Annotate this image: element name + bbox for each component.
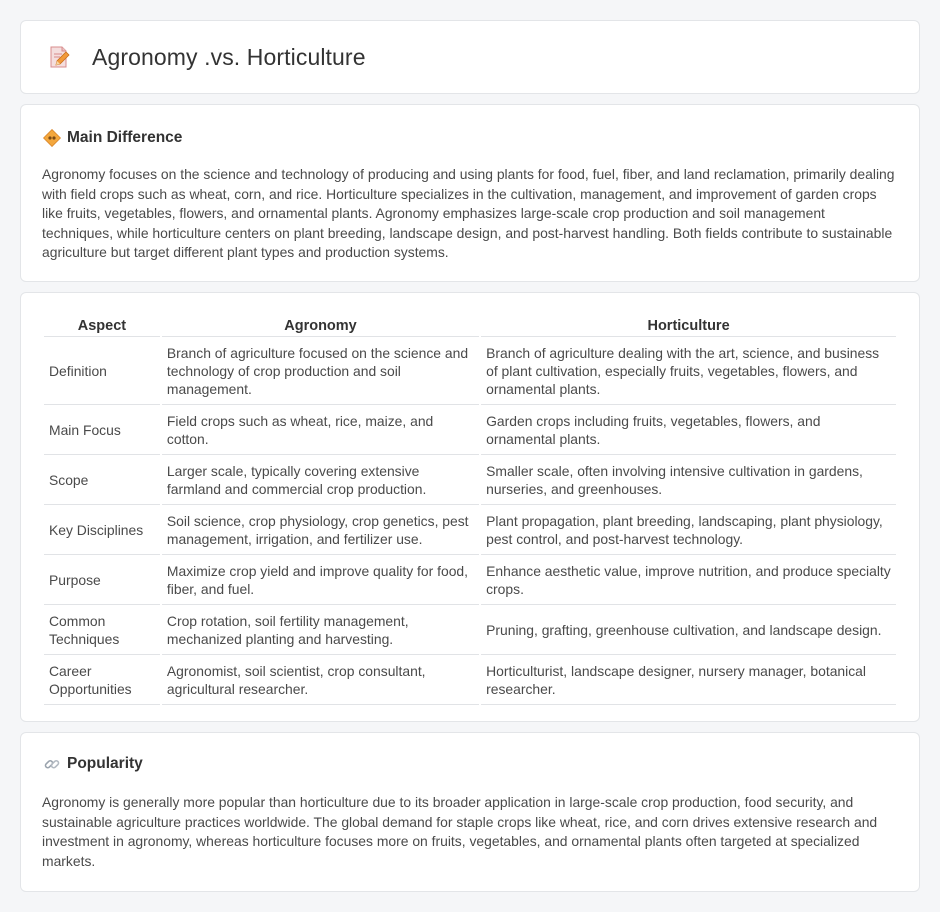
horticulture-cell: Pruning, grafting, greenhouse cultivation, and landscape design. <box>481 605 896 655</box>
table-row <box>44 337 896 405</box>
comparison-table <box>42 315 898 705</box>
agronomy-cell: Branch of agriculture focused on the science and technology of crop production and soil management. <box>162 337 479 405</box>
page-title: Agronomy .vs. Horticulture <box>92 43 366 70</box>
link-icon <box>43 755 61 773</box>
main-difference-heading <box>43 129 182 147</box>
header-aspect: Aspect <box>44 315 160 337</box>
document-pencil-icon <box>47 45 71 69</box>
aspect-cell: Definition <box>44 337 160 405</box>
agronomy-cell: Soil science, crop physiology, crop genetics, pest management, irrigation, and fertilizer use. <box>162 505 479 555</box>
popularity-section <box>20 732 920 892</box>
table-row <box>44 505 896 555</box>
table-row <box>44 455 896 505</box>
popularity-title: Popularity <box>67 755 143 772</box>
horticulture-cell: Garden crops including fruits, vegetables, flowers, and ornamental plants. <box>481 405 896 455</box>
horticulture-cell: Horticulturist, landscape designer, nursery manager, botanical researcher. <box>481 655 896 705</box>
horticulture-cell: Smaller scale, often involving intensive cultivation in gardens, nurseries, and greenhouses. <box>481 455 896 505</box>
aspect-cell: Main Focus <box>44 405 160 455</box>
aspect-cell: Key Disciplines <box>44 505 160 555</box>
comparison-table-section <box>20 292 920 722</box>
aspect-cell: Career Opportunities <box>44 655 160 705</box>
agronomy-cell: Agronomist, soil scientist, crop consultant, agricultural researcher. <box>162 655 479 705</box>
table-header-row <box>44 315 896 337</box>
aspect-cell: Purpose <box>44 555 160 605</box>
main-difference-title: Main Difference <box>67 129 183 146</box>
main-difference-text: Agronomy focuses on the science and technology of producing and using plants for food, fuel, fiber, and land reclamation, primarily dealing with field crops such as wheat, corn, and rice. Horticulture specializes in the cultivation, management, and improvement of garden crops like fruits, vegetables, flowers, and ornamental plants. Agronomy emphasizes large-scale crop production and soil management techniques, while horticulture centers on plant breeding, landscape design, and post-harvest handling. Both fields contribute to sustainable agriculture but target different plant types and production systems. <box>42 166 895 260</box>
horticulture-cell: Plant propagation, plant breeding, landscaping, plant physiology, pest control, and post-harvest technology. <box>481 505 896 555</box>
agronomy-cell: Maximize crop yield and improve quality for food, fiber, and fuel. <box>162 555 479 605</box>
header-agronomy: Agronomy <box>162 315 479 337</box>
popularity-heading <box>43 755 143 773</box>
agronomy-cell: Larger scale, typically covering extensive farmland and commercial crop production. <box>162 455 479 505</box>
aspect-cell: Scope <box>44 455 160 505</box>
agronomy-cell: Field crops such as wheat, rice, maize, and cotton. <box>162 405 479 455</box>
horticulture-cell: Branch of agriculture dealing with the art, science, and business of plant cultivation, especially fruits, vegetables, flowers, and ornamental plants. <box>481 337 896 405</box>
horticulture-cell: Enhance aesthetic value, improve nutrition, and produce specialty crops. <box>481 555 896 605</box>
main-difference-section <box>20 104 920 282</box>
header-card <box>20 20 920 94</box>
diamond-sign-icon <box>43 129 61 147</box>
popularity-text: Agronomy is generally more popular than horticulture due to its broader application in large-scale crop production, food security, and sustainable agriculture practices worldwide. The global demand for staple crops like wheat, rice, and corn drives extensive research and investment in agronomy, whereas horticulture focuses more on fruits, vegetables, and ornamental plants often targeted at specialized markets. <box>42 794 878 869</box>
agronomy-cell: Crop rotation, soil fertility management, mechanized planting and harvesting. <box>162 605 479 655</box>
table-row <box>44 655 896 705</box>
table-row <box>44 405 896 455</box>
header-horticulture: Horticulture <box>481 315 896 337</box>
aspect-cell: Common Techniques <box>44 605 160 655</box>
table-row <box>44 605 896 655</box>
table-row <box>44 555 896 605</box>
